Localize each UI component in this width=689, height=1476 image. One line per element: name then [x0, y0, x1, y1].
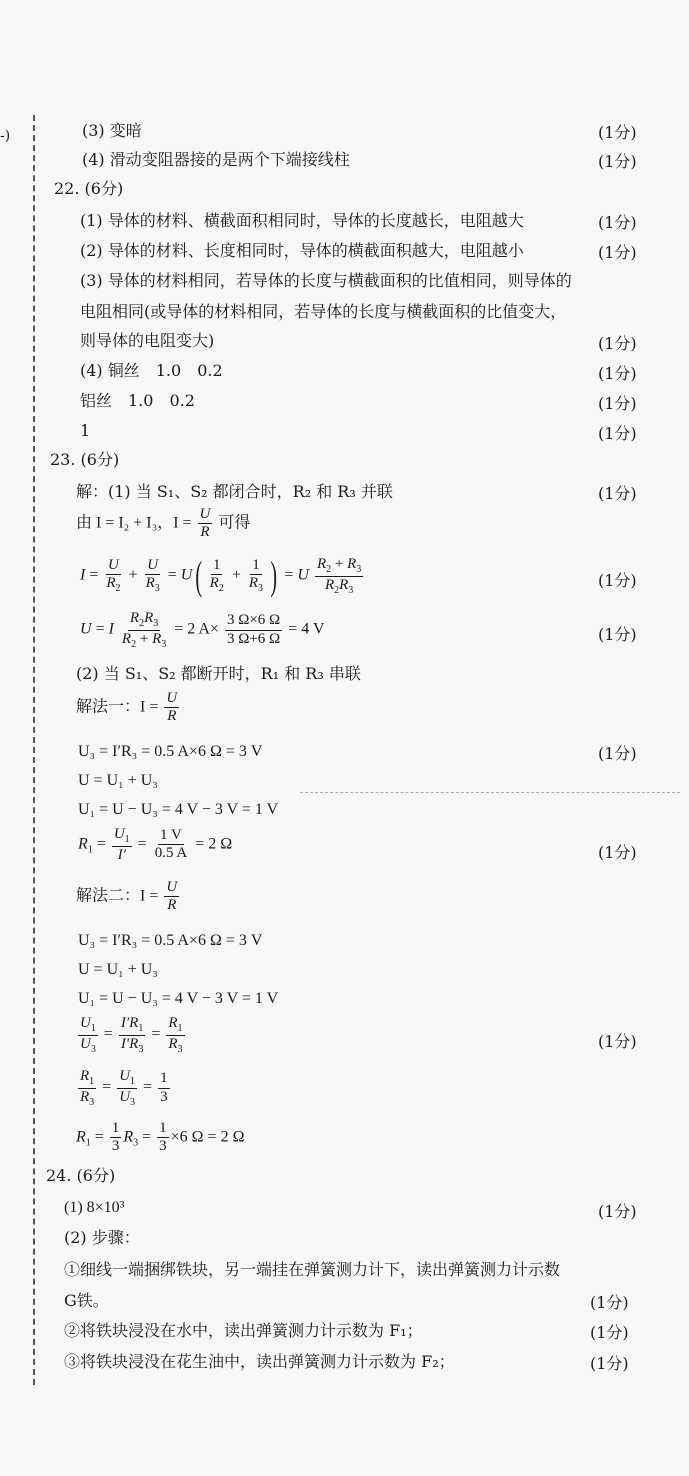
binding-margin-line [33, 115, 35, 1385]
scan-artifact-line [300, 792, 680, 793]
score-mark: (1分) [598, 213, 637, 232]
formula-line: $\frac{R_1}{R_3}$ = $\frac{U_1}{U_3}$ = $\frac{1}{3}$ [80, 1068, 168, 1108]
answer-line: (1) 8×10³ [64, 1199, 125, 1216]
formula-text: 由 I = I₂ + I₃，I = [76, 514, 192, 532]
score-mark: (1分) [598, 843, 637, 862]
answer-line: ①细线一端捆绑铁块，另一端挂在弹簧测力计下，读出弹簧测力计示数 [64, 1260, 561, 1279]
answer-line: (4) 铜丝 1.0 0.2 [80, 361, 223, 380]
score-mark: (1分) [598, 424, 637, 443]
score-mark: (1分) [598, 1032, 637, 1051]
score-mark: (1分) [590, 1323, 629, 1342]
formula-line: 由 I = I₂ + I₃，I = $\frac{U}{R}$ 可得 [76, 506, 251, 541]
formula-line: U₁ = U − U₃ = 4 V − 3 V = 1 V [78, 990, 279, 1007]
formula-line: 解法二：I = $\frac{U}{R}$ [76, 879, 178, 914]
formula-line: U₁ = U − U₃ = 4 V − 3 V = 1 V [78, 801, 279, 818]
answer-line: (3) 导体的材料相同，若导体的长度与横截面积的比值相同，则导体的 [80, 271, 572, 290]
score-mark: (1分) [598, 625, 637, 644]
formula-line: $\frac{U_1}{U_3}$ = $\frac{I'R_1}{I'R_3}$ = $\frac{R_1}{R_3}$ [80, 1015, 183, 1055]
score-mark: (1分) [598, 243, 637, 262]
answer-line: (2) 步骤： [64, 1228, 140, 1247]
score-mark: (1分) [590, 1354, 629, 1373]
question-number: 23. (6分) [50, 450, 120, 469]
formula-line: I = $\frac{U}{R_2}$ + $\frac{U}{R_3}$ = U( $\frac{1}{R_2}$ + $\frac{1}{R_3}$ ) = U $\frac{R_2 + R_3}{R_2R_3}$ [80, 553, 362, 598]
answer-line: 1 [80, 421, 91, 440]
answer-line: (3) 变暗 [82, 121, 142, 140]
formula-text: 可得 [218, 514, 251, 532]
score-mark: (1分) [598, 484, 637, 503]
answer-line: (4) 滑动变阻器接的是两个下端接线柱 [82, 150, 350, 169]
formula-line: $R_1$ = $\frac{1}{3}$ $R_3$ = $\frac{1}{3}$ ×6 Ω = 2 Ω [76, 1120, 245, 1155]
answer-line: 电阻相同(或导体的材料相同，若导体的长度与横截面积的比值变大， [80, 302, 567, 321]
answer-line: ③将铁块浸没在花生油中，读出弹簧测力计示数为 F₂； [64, 1352, 455, 1371]
formula-line: U = I $\frac{R_2R_3}{R_2 + R_3}$ = 2 A× $\frac{3 \Omega\times 6 \Omega}{3 \Omega+6 \Omega}$ = 4 V [80, 610, 325, 650]
score-mark: (1分) [590, 1293, 629, 1312]
formula-line: U = U₁ + U₃ [78, 961, 158, 978]
question-number: 24. (6分) [46, 1166, 116, 1185]
score-mark: (1分) [598, 571, 637, 590]
answer-line: (1) 导体的材料、横截面积相同时，导体的长度越长，电阻越大 [80, 211, 524, 230]
formula-line: U₃ = I′R₃ = 0.5 A×6 Ω = 3 V [78, 743, 263, 760]
formula-text: 解法一：I = [76, 698, 159, 716]
answer-line: (2) 导体的材料、长度相同时，导体的横截面积越大，电阻越小 [80, 241, 524, 260]
score-mark: (1分) [598, 1202, 637, 1221]
formula-line: U = U₁ + U₃ [78, 772, 158, 789]
question-number: 22. (6分) [54, 179, 124, 198]
answer-line: (2) 当 S₁、S₂ 都断开时，R₁ 和 R₃ 串联 [76, 664, 361, 683]
score-mark: (1分) [598, 744, 637, 763]
margin-edge-mark: -) [0, 128, 11, 144]
score-mark: (1分) [598, 394, 637, 413]
formula-line: 解法一：I = $\frac{U}{R}$ [76, 690, 178, 725]
answer-line: G铁。 [64, 1291, 109, 1310]
score-mark: (1分) [598, 334, 637, 353]
score-mark: (1分) [598, 364, 637, 383]
answer-line: 铝丝 1.0 0.2 [80, 391, 195, 410]
answer-line: ②将铁块浸没在水中，读出弹簧测力计示数为 F₁； [64, 1321, 423, 1340]
answer-line: 解：(1) 当 S₁、S₂ 都闭合时，R₂ 和 R₃ 并联 [76, 482, 393, 501]
score-mark: (1分) [598, 123, 637, 142]
formula-line: U₃ = I′R₃ = 0.5 A×6 Ω = 3 V [78, 932, 263, 949]
answer-line: 则导体的电阻变大) [80, 331, 215, 350]
formula-text: 解法二：I = [76, 887, 159, 905]
formula-line: $R_1$ = $\frac{U_1}{I'}$ = $\frac{1 V}{0.5 A}$ = 2 Ω [78, 826, 233, 863]
score-mark: (1分) [598, 152, 637, 171]
